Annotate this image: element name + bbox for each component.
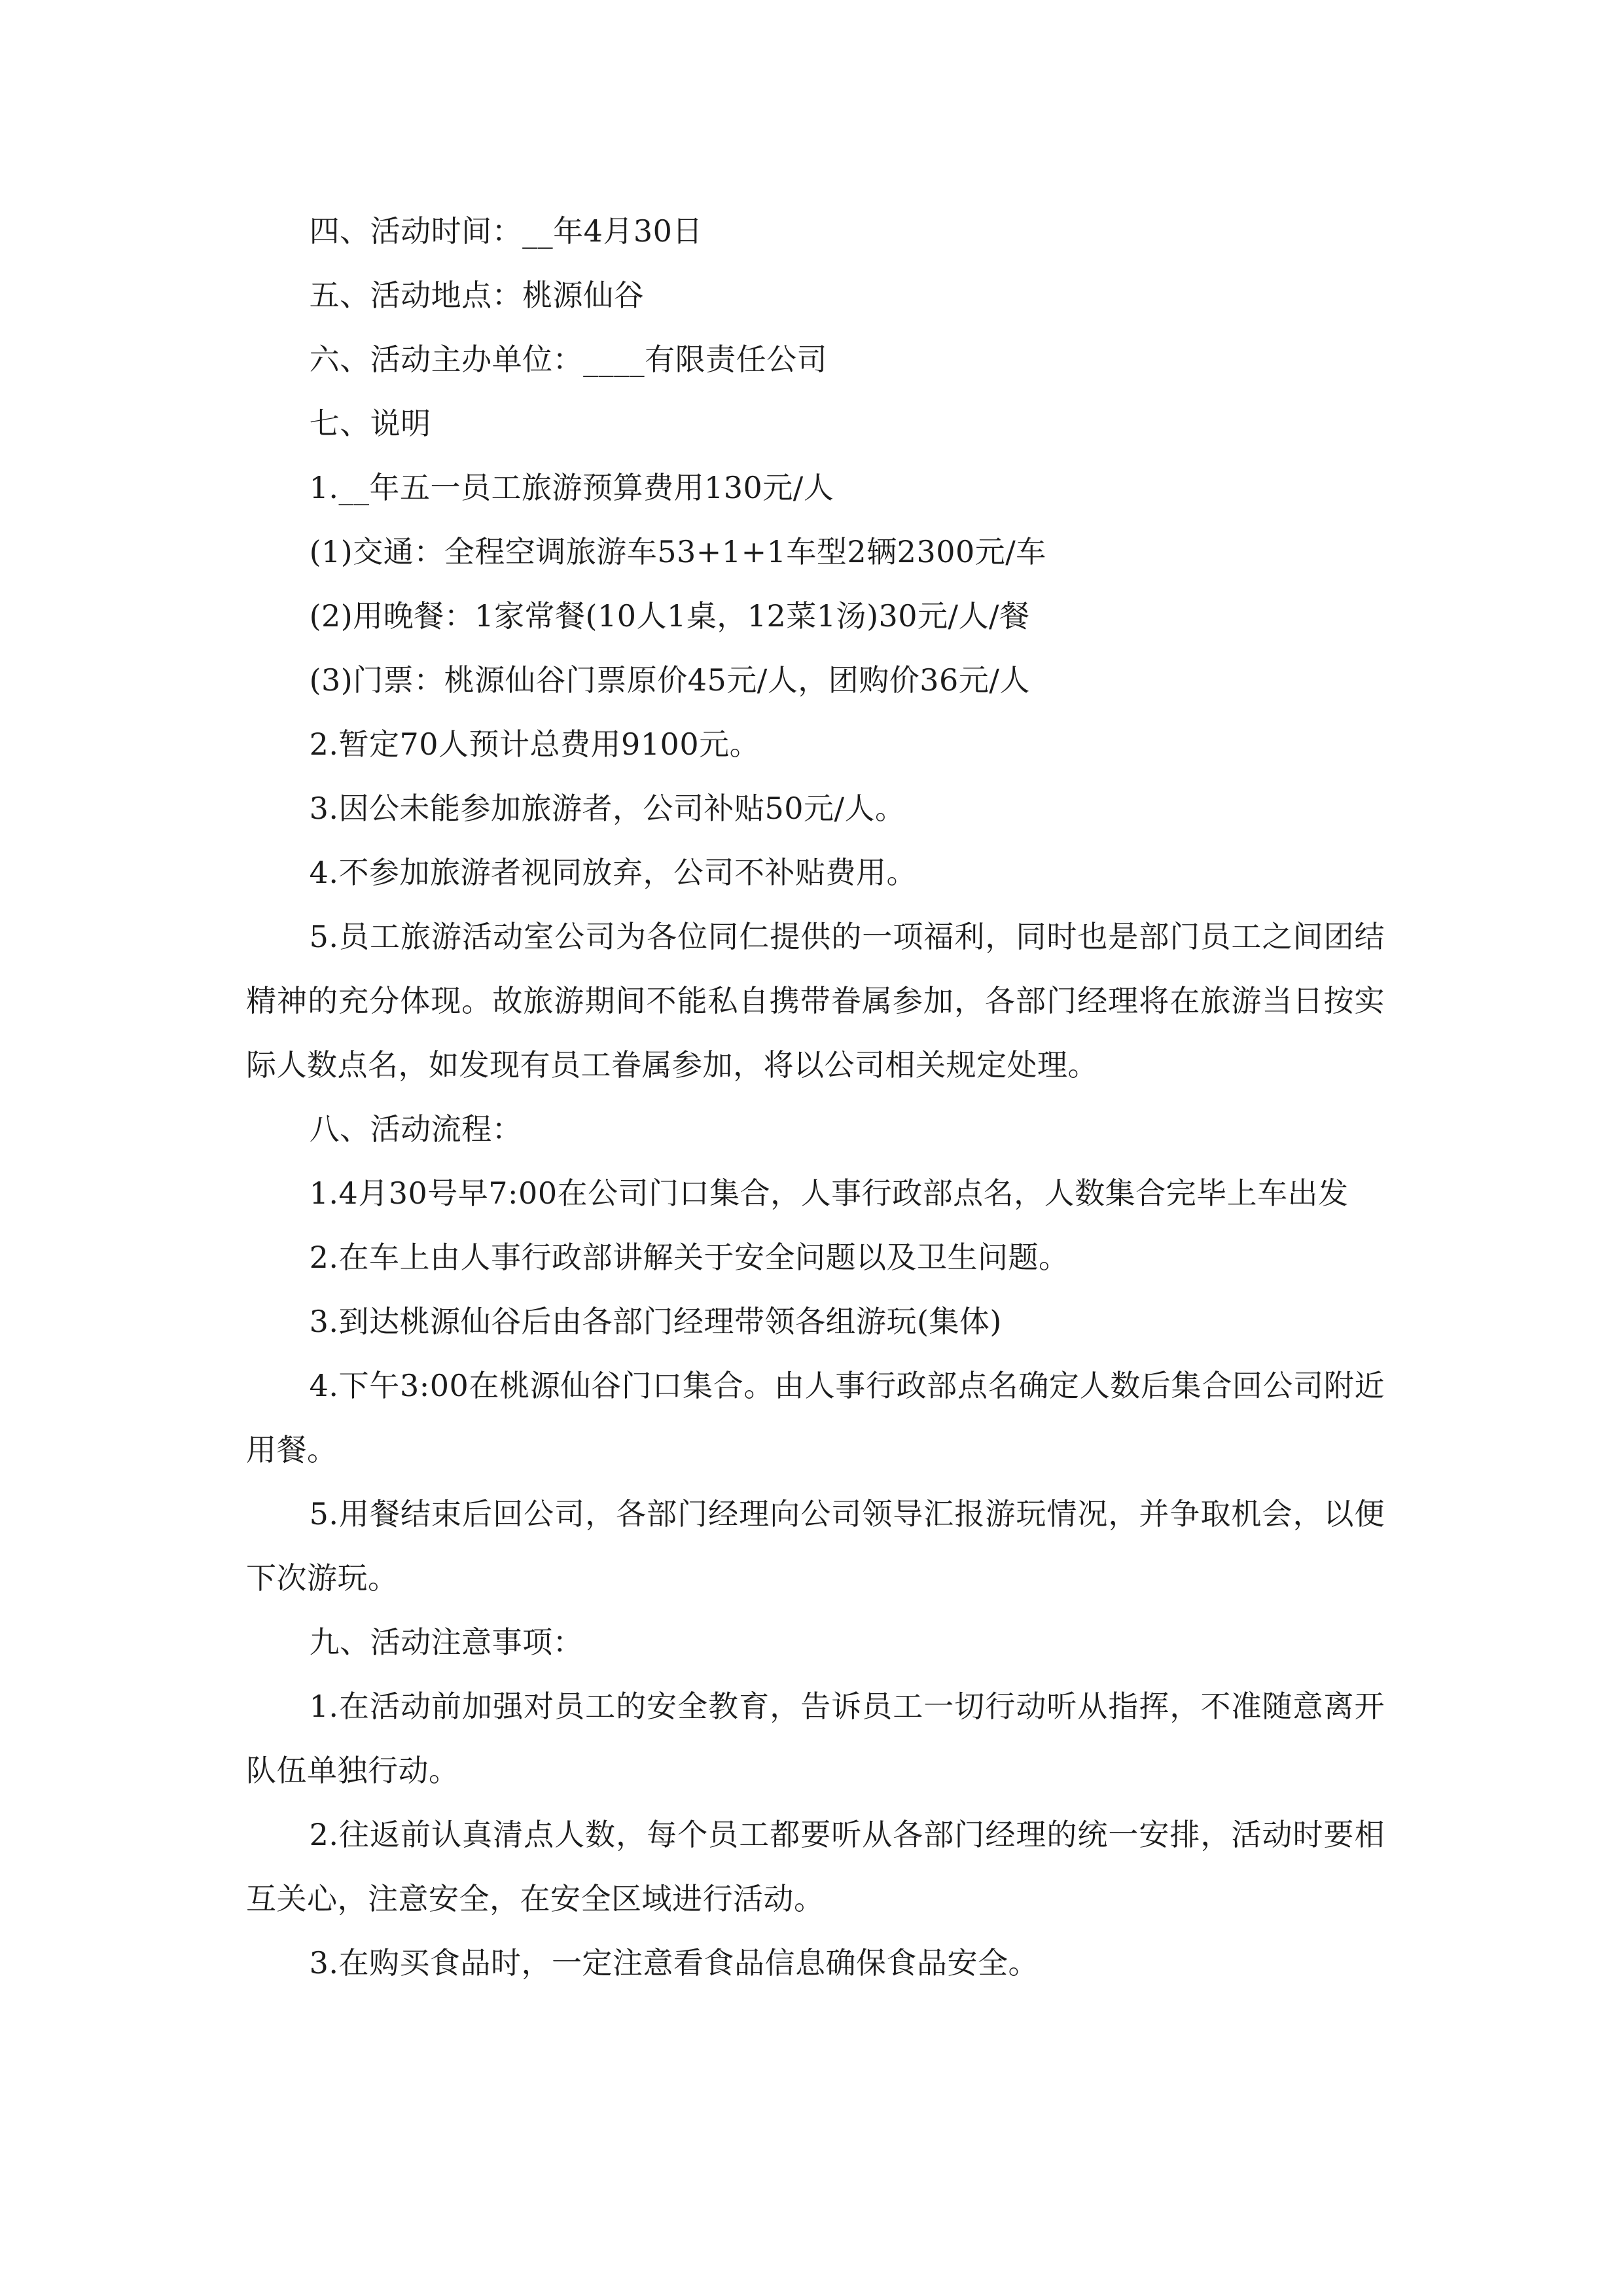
section-heading-time: 四、活动时间：__年4月30日 xyxy=(309,213,703,249)
section-heading-notes: 七、说明 xyxy=(309,406,431,441)
notes-subitem-dinner: (2)用晚餐：1家常餐(10人1桌，12菜1汤)30元/人/餐 xyxy=(309,598,1030,634)
notes-subitem-transport: (1)交通：全程空调旅游车53+1+1车型2辆2300元/车 xyxy=(309,534,1046,569)
notes-item-waiver: 4.不参加旅游者视同放弃，公司不补贴费用。 xyxy=(309,855,917,890)
schedule-item-report: 5.用餐结束后回公司，各部门经理向公司领导汇报游玩情况，并争取机会，以便下次游玩。 xyxy=(246,1496,1385,1596)
section-heading-precautions: 九、活动注意事项： xyxy=(309,1624,584,1660)
notes-item-total-cost: 2.暂定70人预计总费用9100元。 xyxy=(309,726,760,762)
notes-item-family-policy: 5.员工旅游活动室公司为各位同仁提供的一项福利，同时也是部门员工之间团结精神的充分体现。故旅游期间不能私自携带眷属参加，各部门经理将在旅游当日按实际人数点名，如发现有员工眷属参加，将以公司相关规定处理。 xyxy=(246,919,1385,1083)
precaution-item-headcount: 2.往返前认真清点人数，每个员工都要听从各部门经理的统一安排，活动时要相互关心，注意安全，在安全区域进行活动。 xyxy=(246,1817,1385,1916)
schedule-item-regroup: 4.下午3:00在桃源仙谷门口集合。由人事行政部点名确定人数后集合回公司附近用餐。 xyxy=(246,1368,1385,1467)
section-heading-schedule: 八、活动流程： xyxy=(309,1111,523,1147)
schedule-item-bus-briefing: 2.在车上由人事行政部讲解关于安全问题以及卫生问题。 xyxy=(309,1240,1069,1275)
notes-subitem-tickets: (3)门票：桃源仙谷门票原价45元/人，团购价36元/人 xyxy=(309,662,1030,698)
schedule-item-departure: 1.4月30号早7:00在公司门口集合，人事行政部点名，人数集合完毕上车出发 xyxy=(309,1175,1349,1211)
precaution-item-food-safety: 3.在购买食品时，一定注意看食品信息确保食品安全。 xyxy=(309,1945,1039,1981)
schedule-item-touring: 3.到达桃源仙谷后由各部门经理带领各组游玩(集体) xyxy=(309,1304,1002,1339)
notes-item-budget: 1.__年五一员工旅游预算费用130元/人 xyxy=(309,470,834,505)
precaution-item-safety-education: 1.在活动前加强对员工的安全教育，告诉员工一切行动听从指挥，不准随意离开队伍单独行动。 xyxy=(246,1689,1385,1788)
document-body xyxy=(246,199,1385,1995)
notes-item-subsidy: 3.因公未能参加旅游者，公司补贴50元/人。 xyxy=(309,791,906,826)
section-heading-organizer: 六、活动主办单位：____有限责任公司 xyxy=(309,342,828,377)
section-heading-location: 五、活动地点：桃源仙谷 xyxy=(309,278,645,313)
